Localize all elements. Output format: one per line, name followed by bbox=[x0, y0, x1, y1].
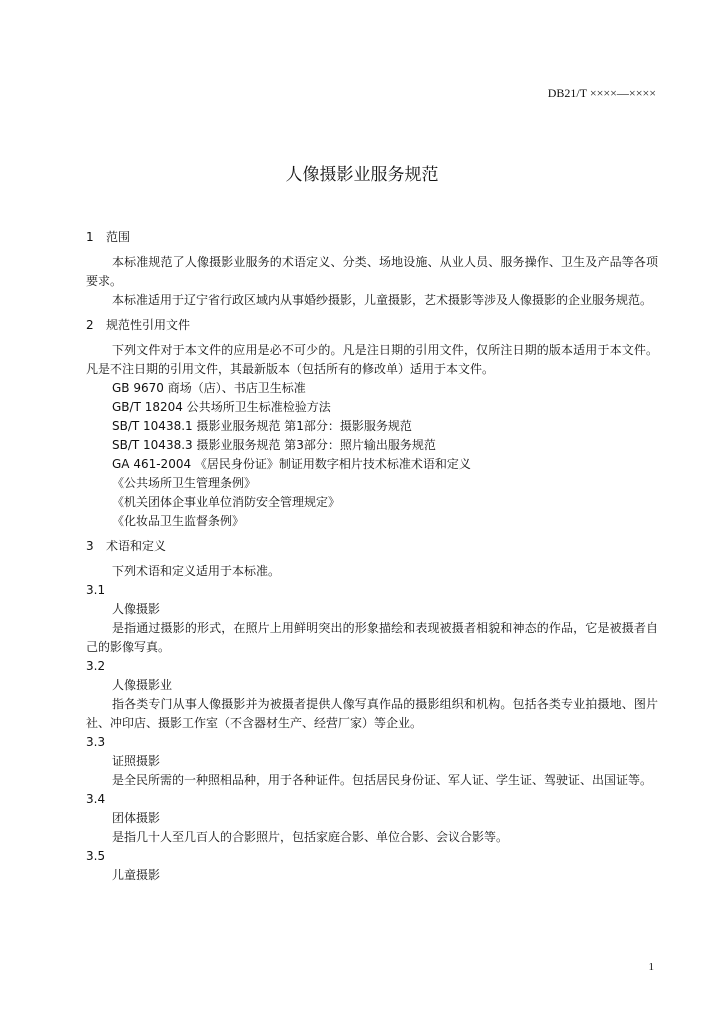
reference-item: GB 9670 商场（店）、书店卫生标准 bbox=[112, 381, 306, 395]
reference-item: 《公共场所卫生管理条例》 bbox=[112, 476, 257, 490]
reference-item: SB/T 10438.3 摄影业服务规范 第3部分：照片输出服务规范 bbox=[112, 438, 436, 452]
term-number: 3.5 bbox=[86, 849, 106, 863]
section-title: 规范性引用文件 bbox=[106, 318, 191, 332]
term-number: 3.1 bbox=[86, 583, 106, 597]
term-name: 证照摄影 bbox=[112, 754, 161, 768]
reference-item: SB/T 10438.1 摄影业服务规范 第1部分：摄影服务规范 bbox=[112, 419, 412, 433]
paragraph: 本标准适用于辽宁省行政区域内从事婚纱摄影，儿童摄影，艺术摄影等涉及人像摄影的企业服务规范。 bbox=[112, 293, 653, 307]
document-body bbox=[86, 228, 658, 885]
document-code: DB21/T ××××—×××× bbox=[547, 86, 656, 100]
section-heading-scope bbox=[86, 228, 658, 247]
section-number: 2 bbox=[86, 318, 94, 332]
paragraph: 下列术语和定义适用于本标准。 bbox=[112, 564, 281, 578]
section-heading-terms-definitions bbox=[86, 537, 658, 556]
section-number: 3 bbox=[86, 539, 94, 553]
document-title: 人像摄影业服务规范 bbox=[285, 165, 439, 185]
term-name: 儿童摄影 bbox=[112, 868, 161, 882]
section-title: 术语和定义 bbox=[106, 539, 167, 553]
section-title: 范围 bbox=[106, 230, 131, 244]
section-heading-normative-references bbox=[86, 316, 658, 335]
paragraph: 本标准规范了人像摄影业服务的术语定义、分类、场地设施、从业人员、服务操作、卫生及产品等各项要求。 bbox=[86, 255, 658, 288]
reference-item: 《化妆品卫生监督条例》 bbox=[112, 514, 245, 528]
term-definition: 是指通过摄影的形式，在照片上用鲜明突出的形象描绘和表现被摄者相貌和神态的作品，它是被摄者自己的影像写真。 bbox=[86, 621, 658, 654]
term-number: 3.4 bbox=[86, 792, 106, 806]
section-number: 1 bbox=[86, 230, 94, 244]
term-number: 3.3 bbox=[86, 735, 106, 749]
term-name: 人像摄影 bbox=[112, 602, 161, 616]
term-number: 3.2 bbox=[86, 659, 106, 673]
term-definition: 是指几十人至几百人的合影照片，包括家庭合影、单位合影、会议合影等。 bbox=[112, 830, 509, 844]
term-definition: 是全民所需的一种照相品种，用于各种证件。包括居民身份证、军人证、学生证、驾驶证、出国证等。 bbox=[112, 773, 653, 787]
paragraph: 下列文件对于本文件的应用是必不可少的。凡是注日期的引用文件，仅所注日期的版本适用于本文件。凡是不注日期的引用文件，其最新版本（包括所有的修改单）适用于本文件。 bbox=[86, 343, 658, 376]
reference-item: GB/T 18204 公共场所卫生标准检验方法 bbox=[112, 400, 331, 414]
page-number: 1 bbox=[648, 961, 654, 973]
reference-item: 《机关团体企事业单位消防安全管理规定》 bbox=[112, 495, 341, 509]
term-name: 人像摄影业 bbox=[112, 678, 173, 692]
reference-item: GA 461-2004 《居民身份证》制证用数字相片技术标准术语和定义 bbox=[112, 457, 471, 471]
term-definition: 指各类专门从事人像摄影并为被摄者提供人像写真作品的摄影组织和机构。包括各类专业拍摄地、图片社、冲印店、摄影工作室（不含器材生产、经营厂家）等企业。 bbox=[86, 697, 658, 730]
term-name: 团体摄影 bbox=[112, 811, 161, 825]
